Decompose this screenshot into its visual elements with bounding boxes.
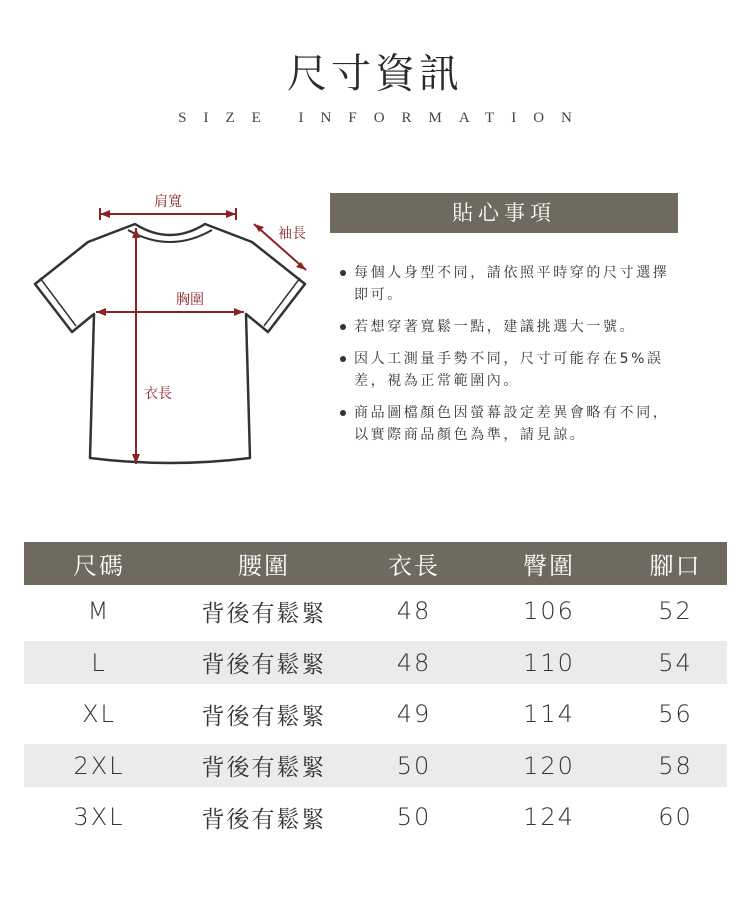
cell-hem: 54 <box>658 648 693 677</box>
header-size: 尺碼 <box>73 552 125 580</box>
header-hip: 臀圍 <box>523 552 575 580</box>
cell-waist: 背後有鬆緊 <box>201 703 327 730</box>
tip-item: 每個人身型不同，請依照平時穿的尺寸選擇即可。 <box>338 262 683 306</box>
table-row <box>24 688 727 740</box>
table-row <box>24 791 727 843</box>
chest-label: 胸圍 <box>176 292 204 308</box>
cell-hip: 114 <box>523 700 575 728</box>
cell-waist: 背後有鬆緊 <box>201 652 327 678</box>
cell-size: M <box>87 597 111 625</box>
cell-waist: 背後有鬆緊 <box>201 755 327 781</box>
tips-header: 貼心事項 <box>330 193 678 233</box>
tips-list <box>338 262 683 456</box>
tshirt-measurement-diagram <box>30 180 320 480</box>
shoulder-label: 肩寬 <box>154 194 182 210</box>
tip-item: 若想穿著寬鬆一點，建議挑選大一號。 <box>338 316 683 338</box>
cell-size: 3XL <box>73 803 125 831</box>
page-title: 尺寸資訊 <box>287 51 463 97</box>
cell-hem: 58 <box>658 751 693 780</box>
size-table <box>24 542 727 843</box>
tshirt-outline <box>35 224 305 463</box>
page-subtitle: SIZE INFORMATION <box>178 110 589 126</box>
cell-length: 48 <box>396 597 432 625</box>
table-row <box>24 641 727 684</box>
cell-hem: 60 <box>658 803 693 831</box>
cell-size: XL <box>82 700 116 728</box>
sleeve-cuff-right <box>264 278 300 326</box>
sleeve-label: 袖長 <box>278 226 306 242</box>
tip-item: 商品圖檔顏色因螢幕設定差異會略有不同，以實際商品顏色為準，請見諒。 <box>338 402 683 446</box>
length-label: 衣長 <box>144 386 172 402</box>
cell-hip: 110 <box>523 648 575 677</box>
cell-size: L <box>91 648 107 677</box>
size-table-header <box>24 542 727 585</box>
header-waist: 腰圍 <box>238 552 290 580</box>
cell-waist: 背後有鬆緊 <box>201 600 327 627</box>
cell-length: 50 <box>396 803 432 831</box>
cell-hip: 120 <box>523 751 575 780</box>
cell-hip: 124 <box>523 803 575 831</box>
sleeve-cuff-left <box>40 278 76 326</box>
cell-hem: 52 <box>658 597 693 625</box>
table-row <box>24 585 727 637</box>
cell-size: 2XL <box>73 751 125 780</box>
header-hem: 腳口 <box>649 552 702 580</box>
cell-length: 48 <box>396 648 432 677</box>
cell-hem: 56 <box>658 700 693 728</box>
cell-length: 49 <box>396 700 432 728</box>
cell-waist: 背後有鬆緊 <box>201 806 327 833</box>
cell-hip: 106 <box>523 597 575 625</box>
cell-length: 50 <box>396 751 432 780</box>
header-length: 衣長 <box>388 552 440 580</box>
tip-item: 因人工測量手勢不同，尺寸可能存在5%誤差，視為正常範圍內。 <box>338 348 683 392</box>
table-row <box>24 744 727 787</box>
